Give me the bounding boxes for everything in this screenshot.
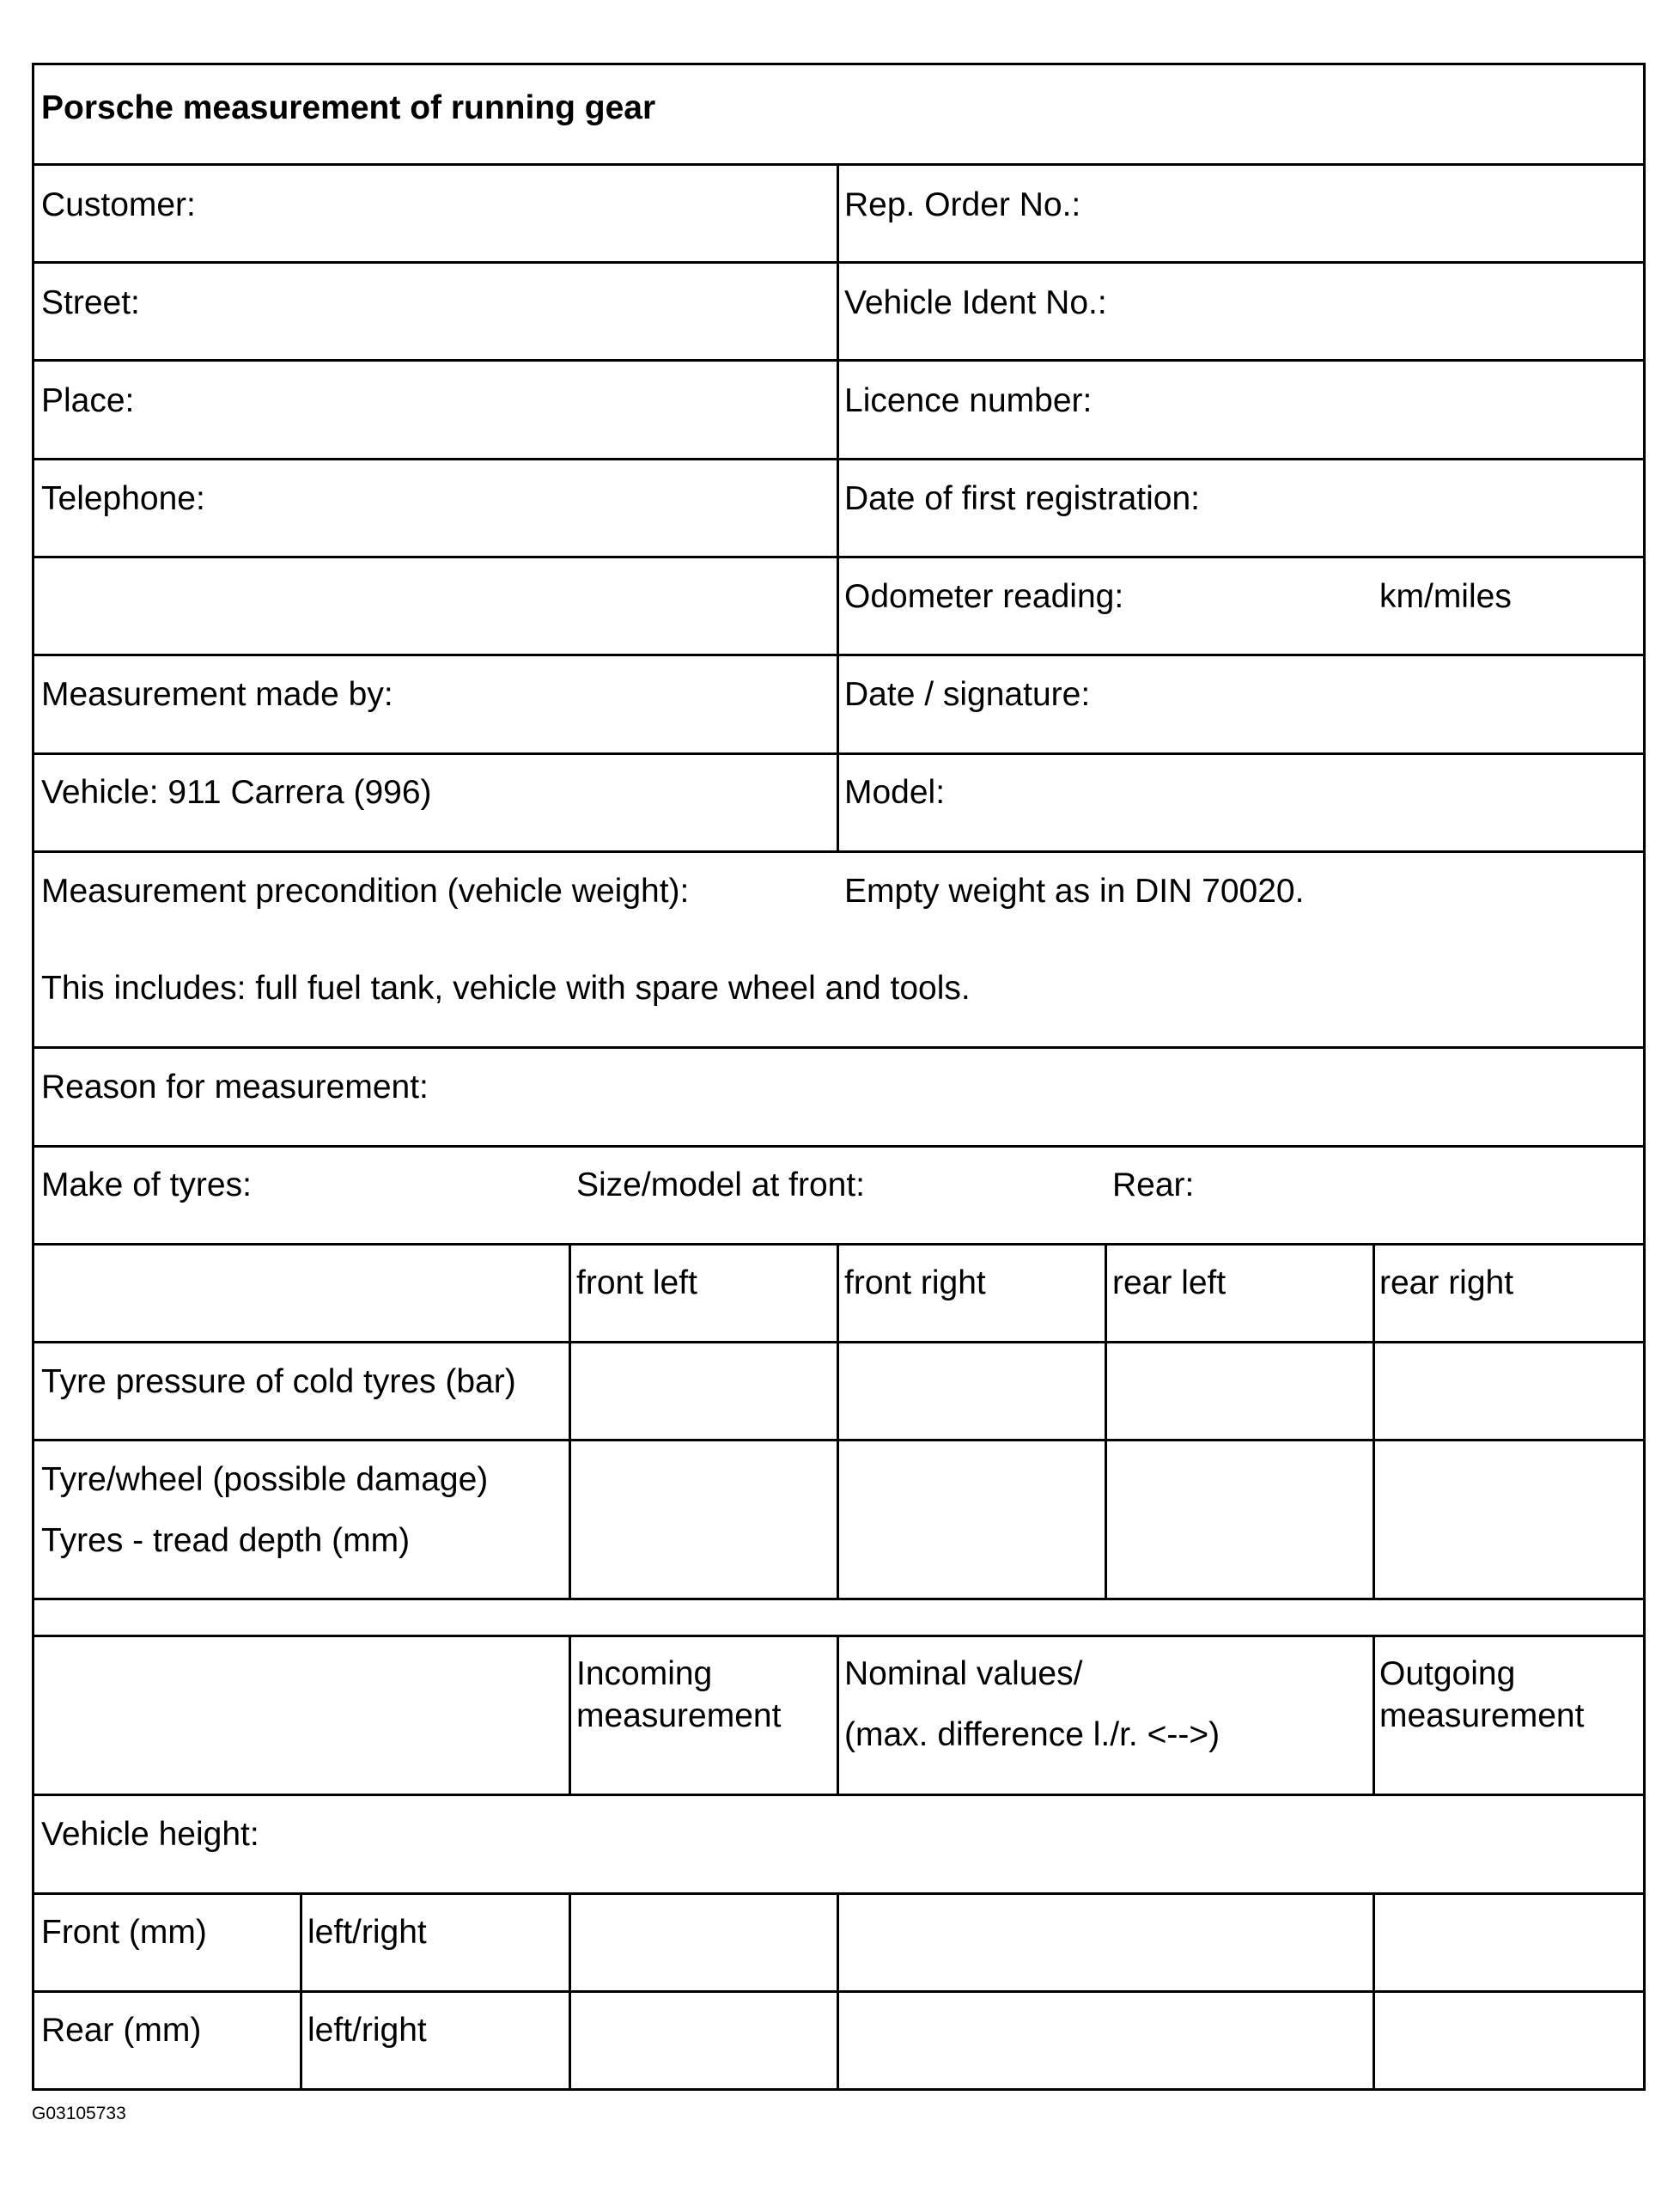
rule: [1373, 1635, 1375, 1796]
includes-note: This includes: full fuel tank, vehicle with spare wheel and tools.: [41, 970, 971, 1007]
nominal-header-line1: Nominal values/: [844, 1655, 1083, 1692]
incoming-header-line2: measurement: [576, 1697, 782, 1734]
row-tyre-damage: Tyre/wheel (possible damage): [41, 1461, 489, 1498]
rule: [32, 63, 34, 2091]
outgoing-header-line2: measurement: [1379, 1697, 1585, 1734]
rule: [1105, 1243, 1107, 1600]
vehicle-label: Vehicle: 911 Carrera (996): [41, 774, 432, 811]
row-tread-depth: Tyres - tread depth (mm): [41, 1522, 411, 1559]
nominal-header-line2: (max. difference l./r. <-->): [844, 1716, 1220, 1753]
rear-size-label: Rear:: [1112, 1167, 1195, 1203]
column-rear-left: rear left: [1112, 1264, 1227, 1301]
outgoing-header-line1: Outgoing: [1379, 1655, 1516, 1692]
column-rear-right: rear right: [1379, 1264, 1514, 1301]
rear-left-right-label: left/right: [307, 2012, 427, 2049]
rule: [837, 1635, 839, 1796]
rule: [1373, 1243, 1375, 1600]
rear-mm-label: Rear (mm): [41, 2012, 202, 2049]
vehicle-height-label: Vehicle height:: [41, 1816, 259, 1853]
rule: [32, 1046, 1646, 1049]
rule: [569, 1635, 571, 1796]
rule: [1643, 63, 1646, 2091]
rule: [837, 163, 839, 851]
precondition-label: Measurement precondition (vehicle weight):: [41, 873, 690, 910]
odometer-label: Odometer reading:: [844, 578, 1124, 615]
column-front-left: front left: [576, 1264, 697, 1301]
street-label: Street:: [41, 284, 140, 321]
row-tyre-pressure: Tyre pressure of cold tyres (bar): [41, 1363, 516, 1400]
incoming-header-line1: Incoming: [576, 1655, 713, 1692]
make-of-tyres-label: Make of tyres:: [41, 1167, 252, 1203]
form-title: Porsche measurement of running gear: [41, 89, 656, 126]
measurement-by-label: Measurement made by:: [41, 676, 393, 713]
precondition-value: Empty weight as in DIN 70020.: [844, 873, 1305, 910]
rule: [32, 63, 1646, 65]
reason-label: Reason for measurement:: [41, 1069, 429, 1106]
rule: [1373, 1892, 1375, 2091]
front-mm-label: Front (mm): [41, 1914, 207, 1951]
telephone-label: Telephone:: [41, 480, 205, 517]
column-front-right: front right: [844, 1264, 986, 1301]
front-left-right-label: left/right: [307, 1914, 427, 1951]
rule: [837, 1892, 839, 2091]
customer-label: Customer:: [41, 186, 196, 223]
rule: [569, 1892, 571, 2091]
figure-reference: G03105733: [32, 2104, 126, 2123]
place-label: Place:: [41, 382, 135, 419]
rule: [837, 1243, 839, 1600]
model-label: Model:: [844, 774, 946, 811]
odometer-unit: km/miles: [1379, 578, 1512, 615]
licence-number-label: Licence number:: [844, 382, 1093, 419]
rule: [300, 1892, 302, 2091]
rule: [569, 1243, 571, 1600]
first-registration-label: Date of first registration:: [844, 480, 1200, 517]
date-signature-label: Date / signature:: [844, 676, 1091, 713]
rep-order-label: Rep. Order No.:: [844, 186, 1081, 223]
vehicle-ident-label: Vehicle Ident No.:: [844, 284, 1107, 321]
size-front-label: Size/model at front:: [576, 1167, 865, 1203]
rule: [32, 1145, 1646, 1148]
